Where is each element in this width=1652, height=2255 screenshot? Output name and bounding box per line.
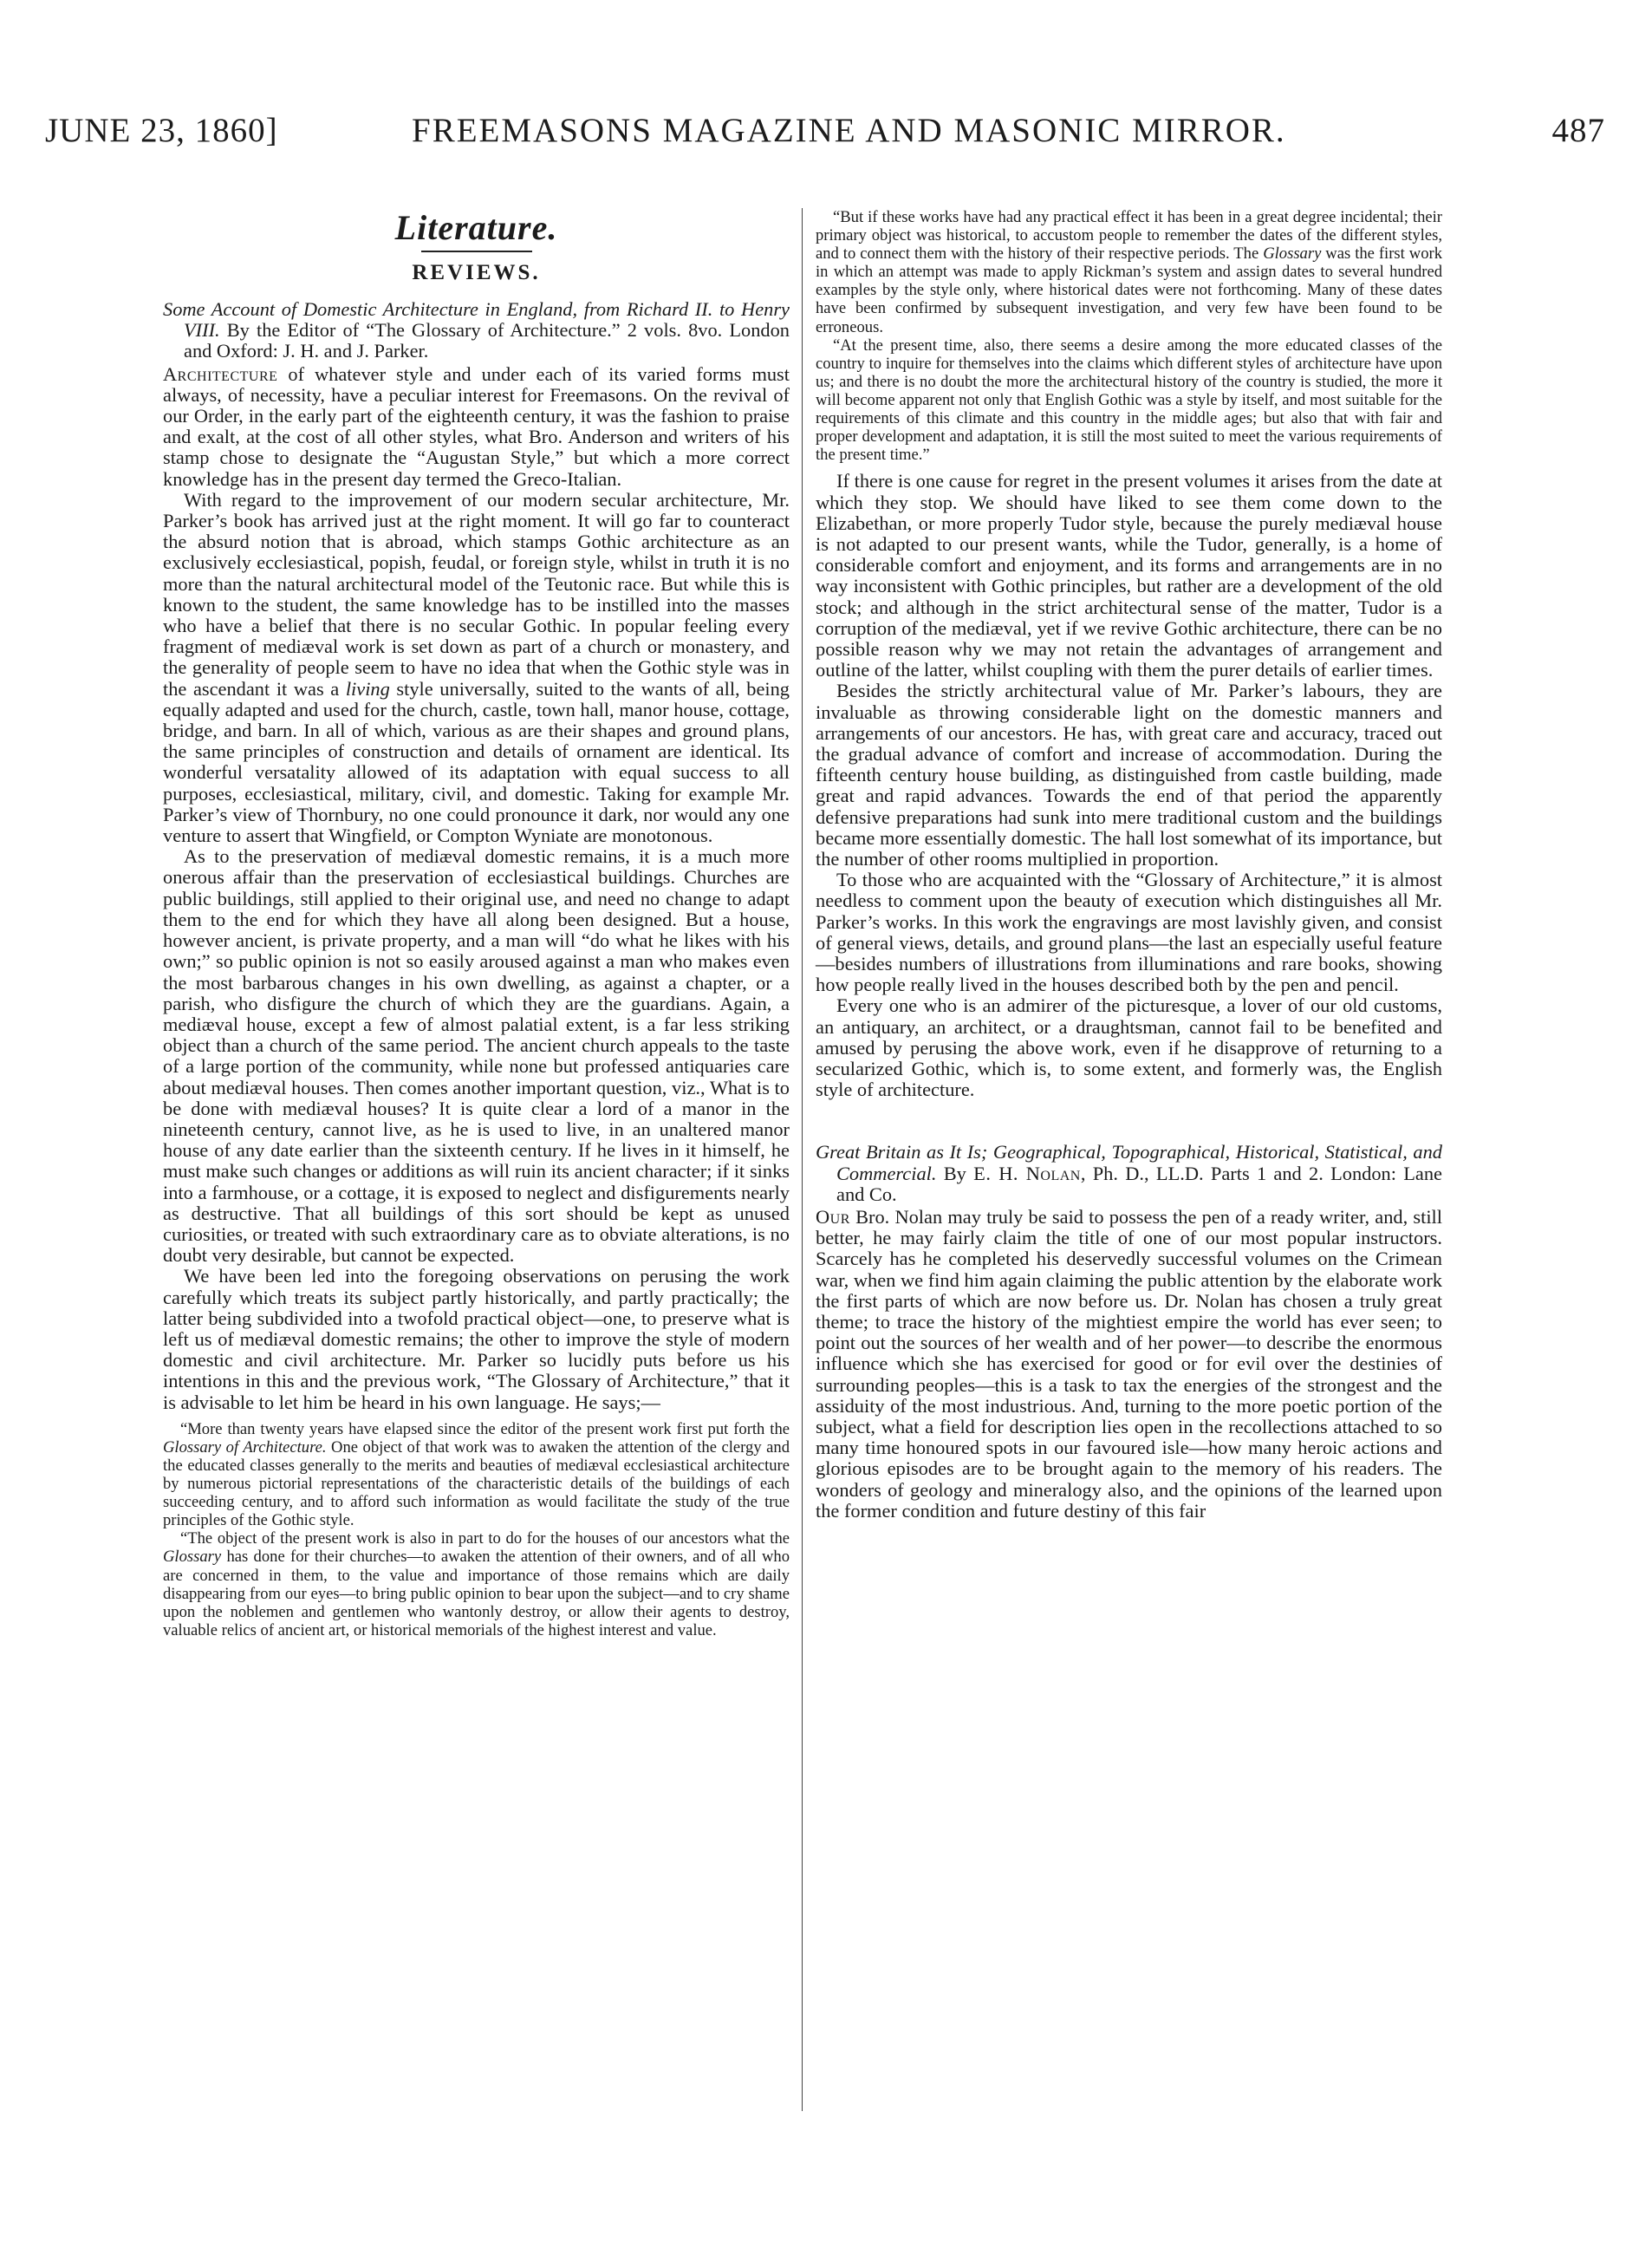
review1-paragraph-2-text-b: style universally, suited to the wants of all, being equally adapted and used for the church, castle, town hall, manor house, cottage, bridge, and barn. In all of which, various as are their shapes and ground plans, the same principles of construction and details of ornament are identical. Its wonderful versatality allowed of its adaptation with equal success to all purposes, ecclesiastical, military, civil, and domestic. Taking for example Mr. Parker’s view of Thornbury, no one could pronounce it dark, nor would any one venture to assert that Wingfield, or Compton Wyniate are monotonous. — [163, 677, 790, 847]
review1-book-title: Some Account of Domestic Architecture in England, from Richard II. to Henry VIII. — [163, 298, 790, 342]
left-column — [163, 208, 790, 1639]
review1-paragraph-6: Besides the strictly architectural value of Mr. Parker’s labours, they are invaluable as throwing considerable light on the domestic manners and arrangements of our ancestors. He has, with great care and accuracy, traced out the gradual advance of comfort and increase of accommodation. During the fifteenth century house building, as distinguished from castle building, made great and rapid advances. Towards the end of that period the apparently defensive preparations had sunk into mere traditional custom and the buildings became more essentially domestic. The hall lost somewhat of its importance, but the number of other rooms multiplied in proportion. — [816, 680, 1442, 870]
review1-quote-1 — [163, 1420, 790, 1530]
review1-quote-2 — [163, 1529, 790, 1639]
review1-quote-2-text-b: has done for their churches—to awaken the attention of their owners, and of all who are concerned in them, to the value and importance of those remains which are daily disappearing from our eyes—to bring public opinion to bear upon the subject—and to cry shame upon the noblemen and gentlemen who wantonly destroy, or allow their agents to destroy, valuable relics of ancient art, or historical memorials of the highest interest and value. — [163, 1548, 790, 1639]
review1-publication-details: By the Editor of “The Glossary of Architecture.” 2 vols. 8vo. London and Oxford: J. H. and J. Parker. — [184, 319, 790, 362]
review1-paragraph-4: We have been led into the foregoing observations on perusing the work carefully which treats its subject partly historically, and partly practically; the latter being subdivided into a twofold practical object—one, to preserve what is left us of mediæval domestic remains; the other to improve the style of modern domestic and civil architecture. Mr. Parker so lucidly puts before us his intentions in this and the previous work, “The Glossary of Architecture,” that it is advisable to let him be heard in his own language. He says;— — [163, 1265, 790, 1413]
title-rule — [421, 251, 532, 252]
masthead — [45, 111, 1605, 154]
review1-paragraph-2 — [163, 490, 790, 846]
review1-quote-1-text-a: “More than twenty years have elapsed since the editor of the present work first put forth the — [180, 1419, 790, 1438]
review1-quote-3 — [816, 208, 1442, 336]
review1-heading — [163, 299, 790, 362]
review1-paragraph-2-emphasis: living — [345, 677, 390, 700]
review1-paragraph-8: Every one who is an admirer of the picturesque, a lover of our old customs, an antiquary, an architect, or a draughtsman, cannot fail to be benefited and amused by perusing the above work, even if he disapprove of returning to a secularized Gothic, which is, to some extent, and formerly was, the English style of architecture. — [816, 994, 1442, 1101]
review1-quote-1-text-b: One object of that work was to awaken the attention of the clergy and the educated classes generally to the merits and beauties of mediæval ecclesiastical architecture by numerous pictorial representations of the characteristic details of the buildings of each succeeding century, and to afford such information as would facilitate the study of the true principles of the Gothic style. — [163, 1437, 790, 1530]
review2-paragraph-1-text: Bro. Nolan may truly be said to possess the pen of a ready writer, and, still better, he may fairly claim the title of one of our most popular instructors. Scarcely has he completed his deservedly successful volumes on the Crimean war, when we find him again claiming the public attention by the elaborate work the first parts of which are now before us. Dr. Nolan has chosen a truly great theme; to trace the history of the mightiest empire the world has ever seen; to point out the sources of her wealth and of her power—to describe the enormous influence which she has exercised for good or for evil over the destinies of surrounding peoples—this is a task to tax the energies of the strongest and the assiduity of the most industrious. And, turning to the more poetic portion of the subject, what a field for description lies open in the recollections attached to so many time honoured spots in our favoured isle—how many heroic actions and glorious episodes are to be brought again to the memory of his readers. The wonders of geology and mineralogy also, and the opinions of the learned upon the former condition and future destiny of this fair — [816, 1206, 1442, 1522]
review2-publication-details: , Ph. D., LL.D. Parts 1 and 2. London: Lane and Co. — [836, 1162, 1442, 1205]
review1-paragraph-3: As to the preservation of mediæval domestic remains, it is a much more onerous affair than the preservation of ecclesiastical buildings. Churches are public buildings, still applied to their original use, and need no change to adapt them to the end for which they have all along been designed. But a house, however ancient, is private property, and a man will “do what he likes with his own;” so public opinion is not so easily aroused against a man who makes even the most barbarous changes in his own dwelling, as against a chapter, or a parish, who disfigure the church of which they are the guardians. Again, a mediæval house, except a few of almost palatial extent, is a far less striking object than a church of the same period. The ancient church appeals to the taste of a large portion of the community, while none but professed antiquaries care about mediæval houses. Then comes another important question, viz., What is to be done with mediæval houses? It is quite clear a lord of a manor in the nineteenth century, cannot live, as he is used to live, in an unaltered manor house of any date earlier than the sixteenth century. If he lives in it himself, he must make such changes or additions as will ruin its ancient character; if it sinks into a farmhouse, or a cottage, it is exposed to neglect and disfigurements nearly as destructive. That all buildings of this sort should be kept as unused curiosities, or treated with such extraordinary care as to obviate alterations, is no doubt very desirable, but cannot be expected. — [163, 845, 790, 1267]
page-number: 487 — [1551, 112, 1605, 149]
review2-book-title: Great Britain as It Is; Geographical, Topographical, Historical, Statistical, and Commercial. — [816, 1141, 1442, 1184]
review1-quote-2-emphasis: Glossary — [163, 1548, 222, 1567]
review1-lead-word: Architecture — [163, 362, 278, 385]
review1-quote-4: “At the present time, also, there seems a desire among the more educated classes of the country to inquire for themselves into the claims which different styles of architecture have upon us; and there is no doubt the more the architectural history of the country is studied, the more it will become apparent not only that English Gothic was a style by itself, and most suitable for the requirements of this climate and this country in the middle ages; but also that with fair and proper development and adaptation, it is still the most suited to meet the various requirements of the present time.” — [816, 336, 1442, 465]
review2-by: By — [936, 1162, 974, 1184]
review2-heading — [816, 1142, 1442, 1205]
review1-paragraph-1-text: of whatever style and under each of its varied forms must always, of necessity, have a peculiar interest for Freemasons. On the revival of our Order, in the early part of the eighteenth century, it was the fashion to praise and exalt, at the cost of all other styles, what Bro. Anderson and writers of his stamp chose to designate the “Augustan Style,” but which a more correct knowledge has in the present day termed the Greco-Italian. — [163, 362, 790, 490]
review2-author: E. H. Nolan — [973, 1162, 1081, 1184]
section-title: Literature. — [394, 208, 558, 247]
review1-quote-2-text-a: “The object of the present work is also in part to do for the houses of our ancestors what the — [180, 1529, 790, 1548]
review1-quote-3-text-b: was the first work in which an attempt was made to apply Rickman’s system and assign dates to several hundred examples by the style only, where historical dates were not forthcoming. Many of these dates have been confirmed by subsequent investigation, and very few have been found to be erroneous. — [816, 244, 1442, 336]
column-divider — [802, 208, 803, 2111]
review1-quote-3-emphasis: Glossary — [1263, 244, 1322, 264]
publication-title: FREEMASONS MAGAZINE AND MASONIC MIRROR. — [412, 112, 1286, 149]
review1-paragraph-7: To those who are acquainted with the “Glossary of Architecture,” it is almost needless to comment upon the beauty of execution which distinguishes all Mr. Parker’s works. In this work the engravings are most lavishly given, and consist of general views, details, and ground plans—the last an especially useful feature—besides numbers of illustrations from illuminations and rare books, showing how people really lived in the houses described both by the pen and pencil. — [816, 869, 1442, 996]
review2-lead-word: Our — [816, 1206, 850, 1229]
review1-quote-3-text-a: “But if these works have had any practical effect it has been in a great degree incidental; their primary object was historical, to accustom people to remember the dates of the different styles, and to connect them with the history of their respective periods. The — [816, 208, 1442, 264]
review2-paragraph-1 — [816, 1207, 1442, 1522]
spacer — [816, 1100, 1442, 1135]
right-column — [816, 208, 1442, 1522]
review1-paragraph-1 — [163, 364, 790, 490]
review1-paragraph-5: If there is one cause for regret in the present volumes it arises from the date at which they stop. We should have liked to see them come down to the Elizabethan, or more properly Tudor style, because the purely mediæval house is not adapted to our present wants, while the Tudor, generally, is a home of considerable comfort and enjoyment, and its forms and arrangements are in no way inconsistent with Gothic principles, but rather are a development of the old stock; and although in the strict architectural sense of the matter, Tudor is a corruption of the mediæval, yet if we revive Gothic architecture, there can be no possible reason why we may not retain the advantages of arrangement and outline of the latter, whilst coupling with them the purer details of earlier times. — [816, 470, 1442, 681]
spacer — [163, 1413, 790, 1420]
review1-paragraph-2-text-a: With regard to the improvement of our modern secular architecture, Mr. Parker’s book has arrived just at the right moment. It will go far to counteract the absurd notion that is abroad, which stamps Gothic architecture as an exclusively ecclesiastical, popish, feudal, or foreign style, whilst in truth it is no more than the natural architectural model of the Teutonic race. But while this is known to the student, the same knowledge has to be instilled into the masses who have a belief that there is no secular Gothic. In popular feeling every fragment of mediæval work is set down as part of a church or monastery, and the generality of people seem to have no idea that when the Gothic style was in the ascendant it was a — [163, 488, 790, 700]
section-subtitle: REVIEWS. — [412, 261, 541, 284]
review1-quote-1-emphasis: Glossary of Architecture. — [163, 1437, 327, 1457]
issue-date: JUNE 23, 1860] — [45, 112, 278, 149]
